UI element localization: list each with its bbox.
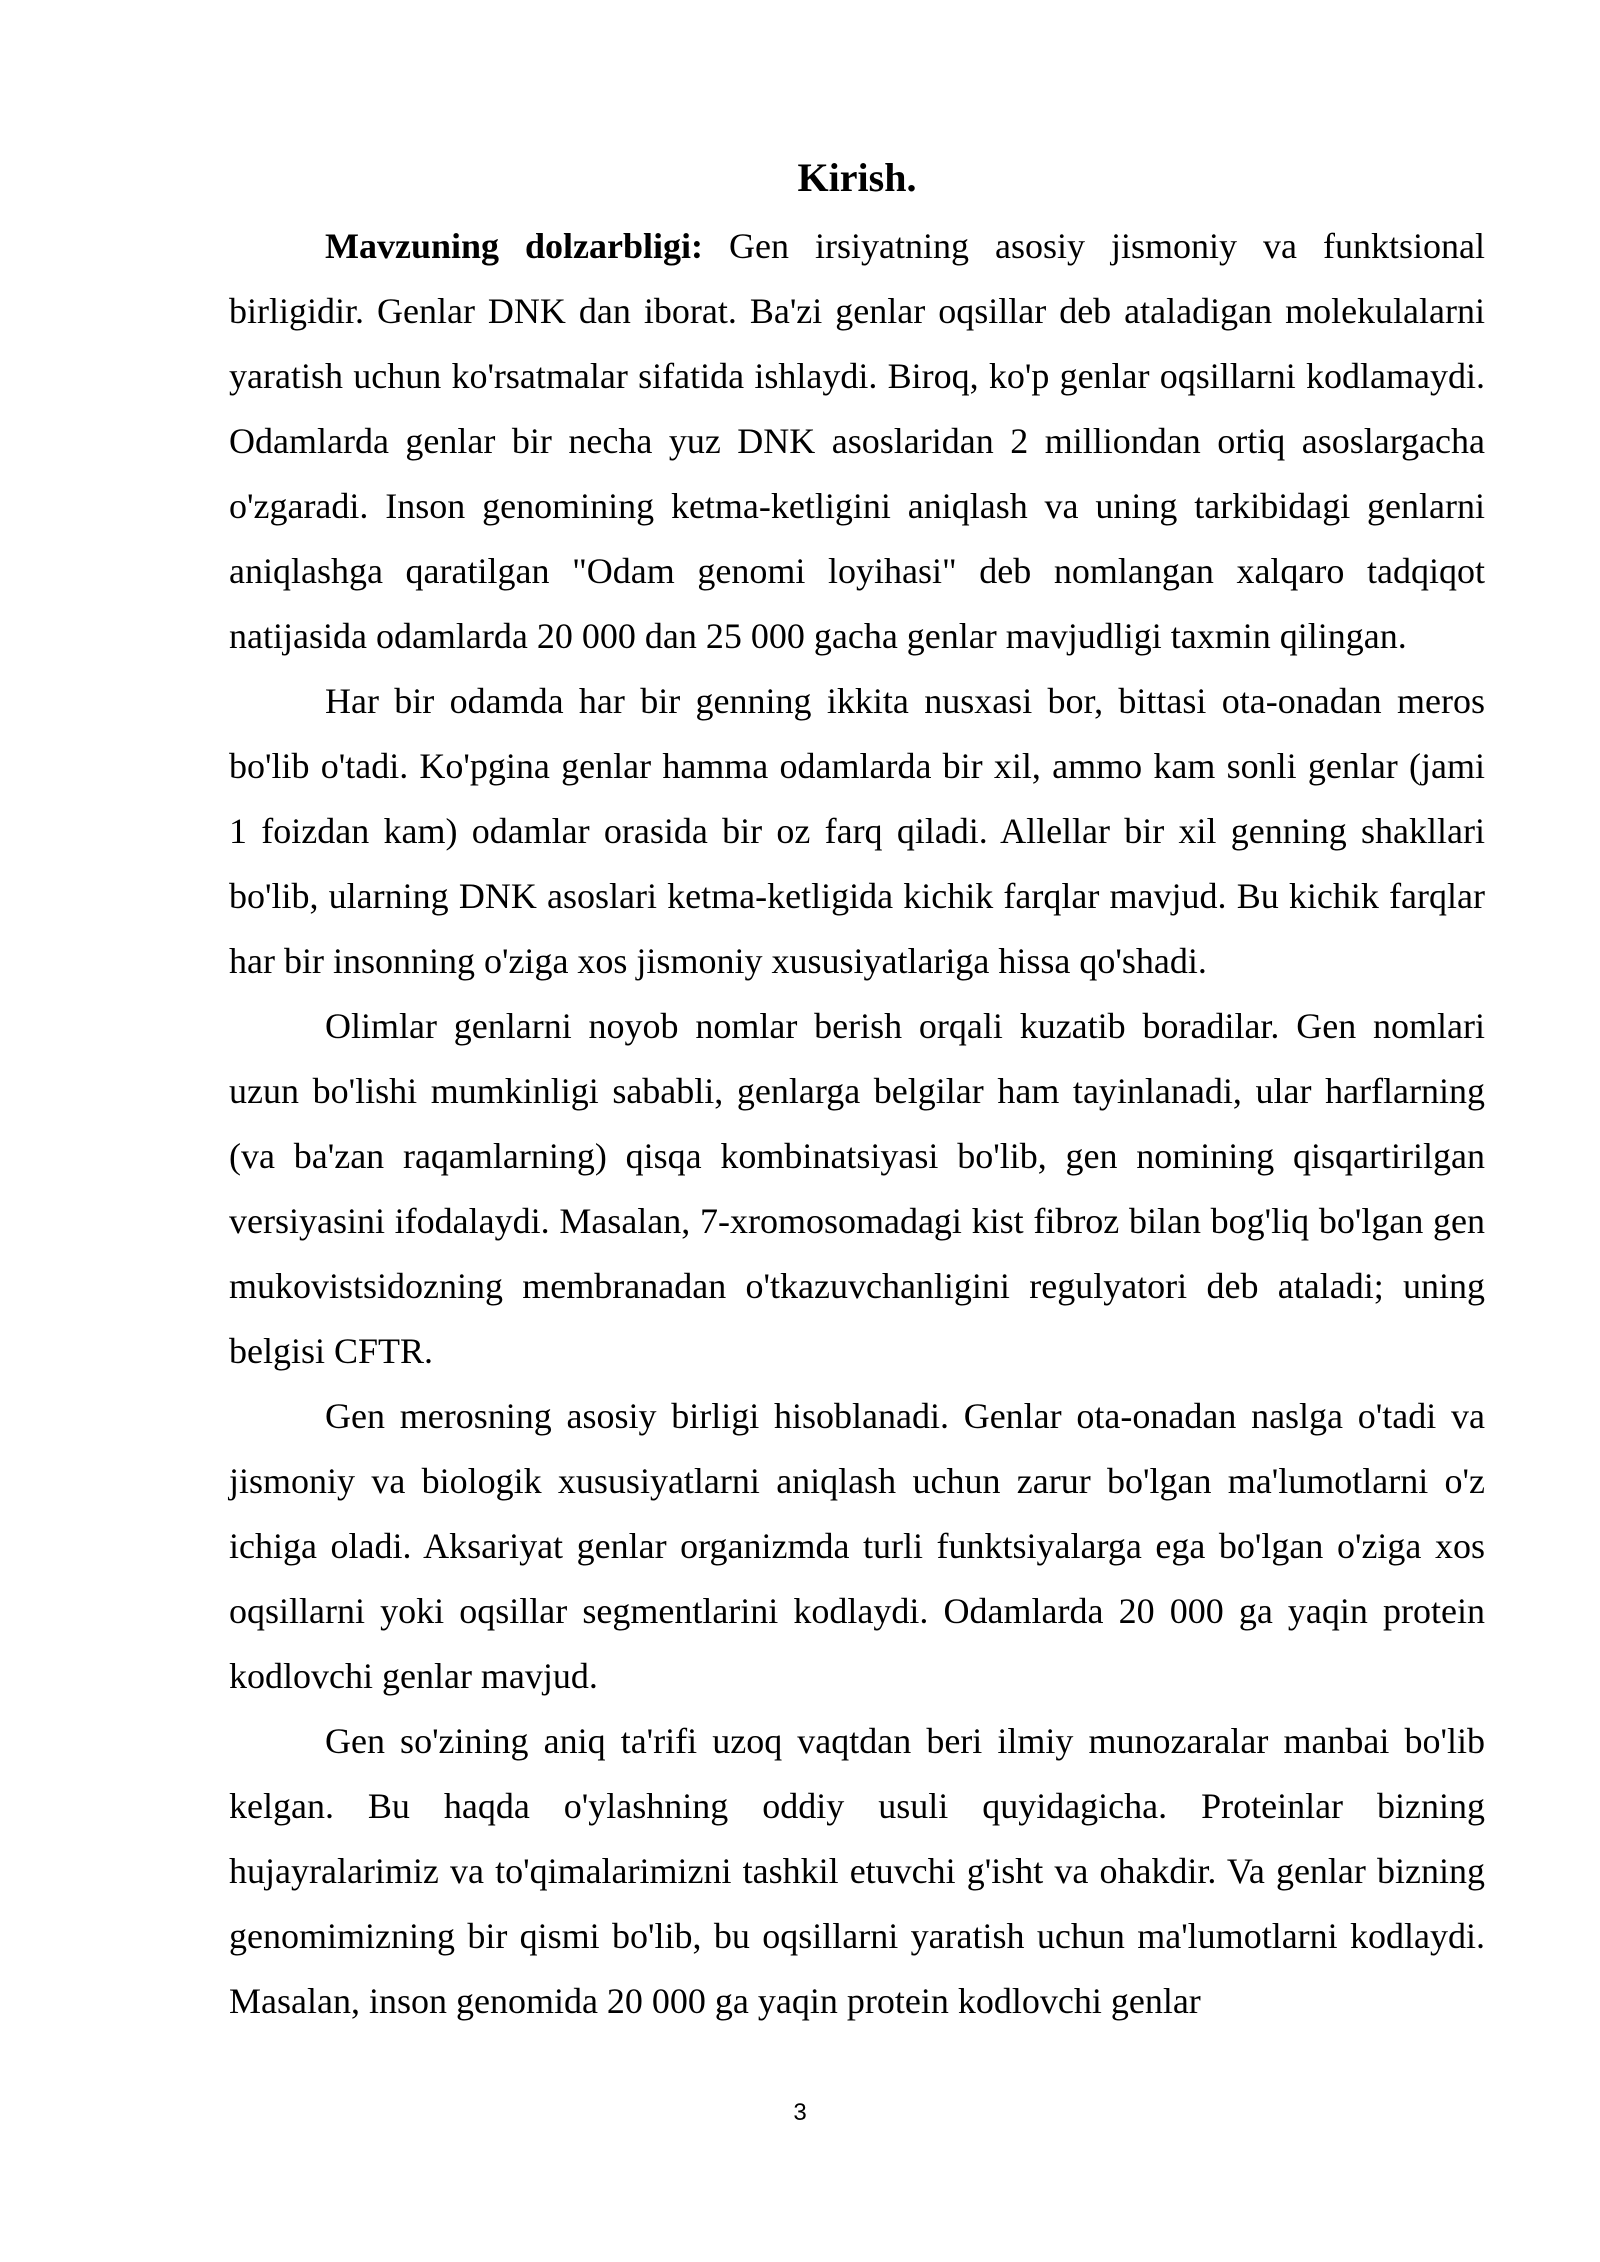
paragraph-text: Gen irsiyatning asosiy jismoniy va funktsional birligidir. Genlar DNK dan iborat. Ba'zi genlar oqsillar deb ataladigan molekulalarni yaratish uchun ko'rsatmalar sifatida ishlaydi. Biroq, ko'p genlar oqsillarni kodlamaydi. Odamlarda genlar bir necha yuz DNK asoslaridan 2 milliondan ortiq asoslargacha o'zgaradi. Inson genomining ketma-ketligini aniqlash va uning tarkibidagi genlarni aniqlashga qaratilgan "Odam genomi loyihasi" deb nomlangan xalqaro tadqiqot natijasida odamlarda 20 000 dan 25 000 gacha genlar mavjudligi taxmin qilingan.: [229, 226, 1485, 656]
section-title: Kirish.: [797, 155, 917, 200]
paragraph-gene-definition: Gen so'zining aniq ta'rifi uzoq vaqtdan beri ilmiy munozaralar manbai bo'lib kelgan. Bu haqda o'ylashning oddiy usuli quyidagicha. Proteinlar bizning hujayralarimiz va to'qimalarimizni tashkil etuvchi g'isht va ohakdir. Va genlar bizning genomimizning bir qismi bo'lib, bu oqsillarni yaratish uchun ma'lumotlarni kodlaydi. Masalan, inson genomida 20 000 ga yaqin protein kodlovchi genlar: [229, 1721, 1485, 2021]
paragraph-gene-copies: Har bir odamda har bir genning ikkita nusxasi bor, bittasi ota-onadan meros bo'lib o'tadi. Ko'pgina genlar hamma odamlarda bir xil, ammo kam sonli genlar (jami 1 foizdan kam) odamlar orasida bir oz farq qiladi. Allellar bir xil genning shakllari bo'lib, ularning DNK asoslari ketma-ketligida kichik farqlar mavjud. Bu kichik farqlar har bir insonning o'ziga xos jismoniy xususiyatlariga hissa qo'shadi.: [229, 681, 1485, 981]
paragraph-gene-inheritance: Gen merosning asosiy birligi hisoblanadi. Genlar ota-onadan naslga o'tadi va jismoniy va biologik xususiyatlarni aniqlash uchun zarur bo'lgan ma'lumotlarni o'z ichiga oladi. Aksariyat genlar organizmda turli funktsiyalarga ega bo'lgan o'ziga xos oqsillarni yoki oqsillar segmentlarini kodlaydi. Odamlarda 20 000 ga yaqin protein kodlovchi genlar mavjud.: [229, 1396, 1485, 1696]
paragraph-gene-names: Olimlar genlarni noyob nomlar berish orqali kuzatib boradilar. Gen nomlari uzun bo'lishi mumkinligi sababli, genlarga belgilar ham tayinlanadi, ular harflarning (va ba'zan raqamlarning) qisqa kombinatsiyasi bo'lib, gen nomining qisqartirilgan versiyasini ifodalaydi. Masalan, 7-xromosomadagi kist fibroz bilan bog'liq bo'lgan gen mukovistsidozning membranadan o'tkazuvchanligini regulyatori deb ataladi; uning belgisi CFTR.: [229, 1006, 1485, 1371]
page-content: [229, 148, 1485, 2034]
paragraph-relevance: [229, 214, 1485, 669]
paragraph-lead-label: Mavzuning dolzarbligi:: [325, 226, 704, 266]
page-number: 3: [793, 2099, 807, 2126]
